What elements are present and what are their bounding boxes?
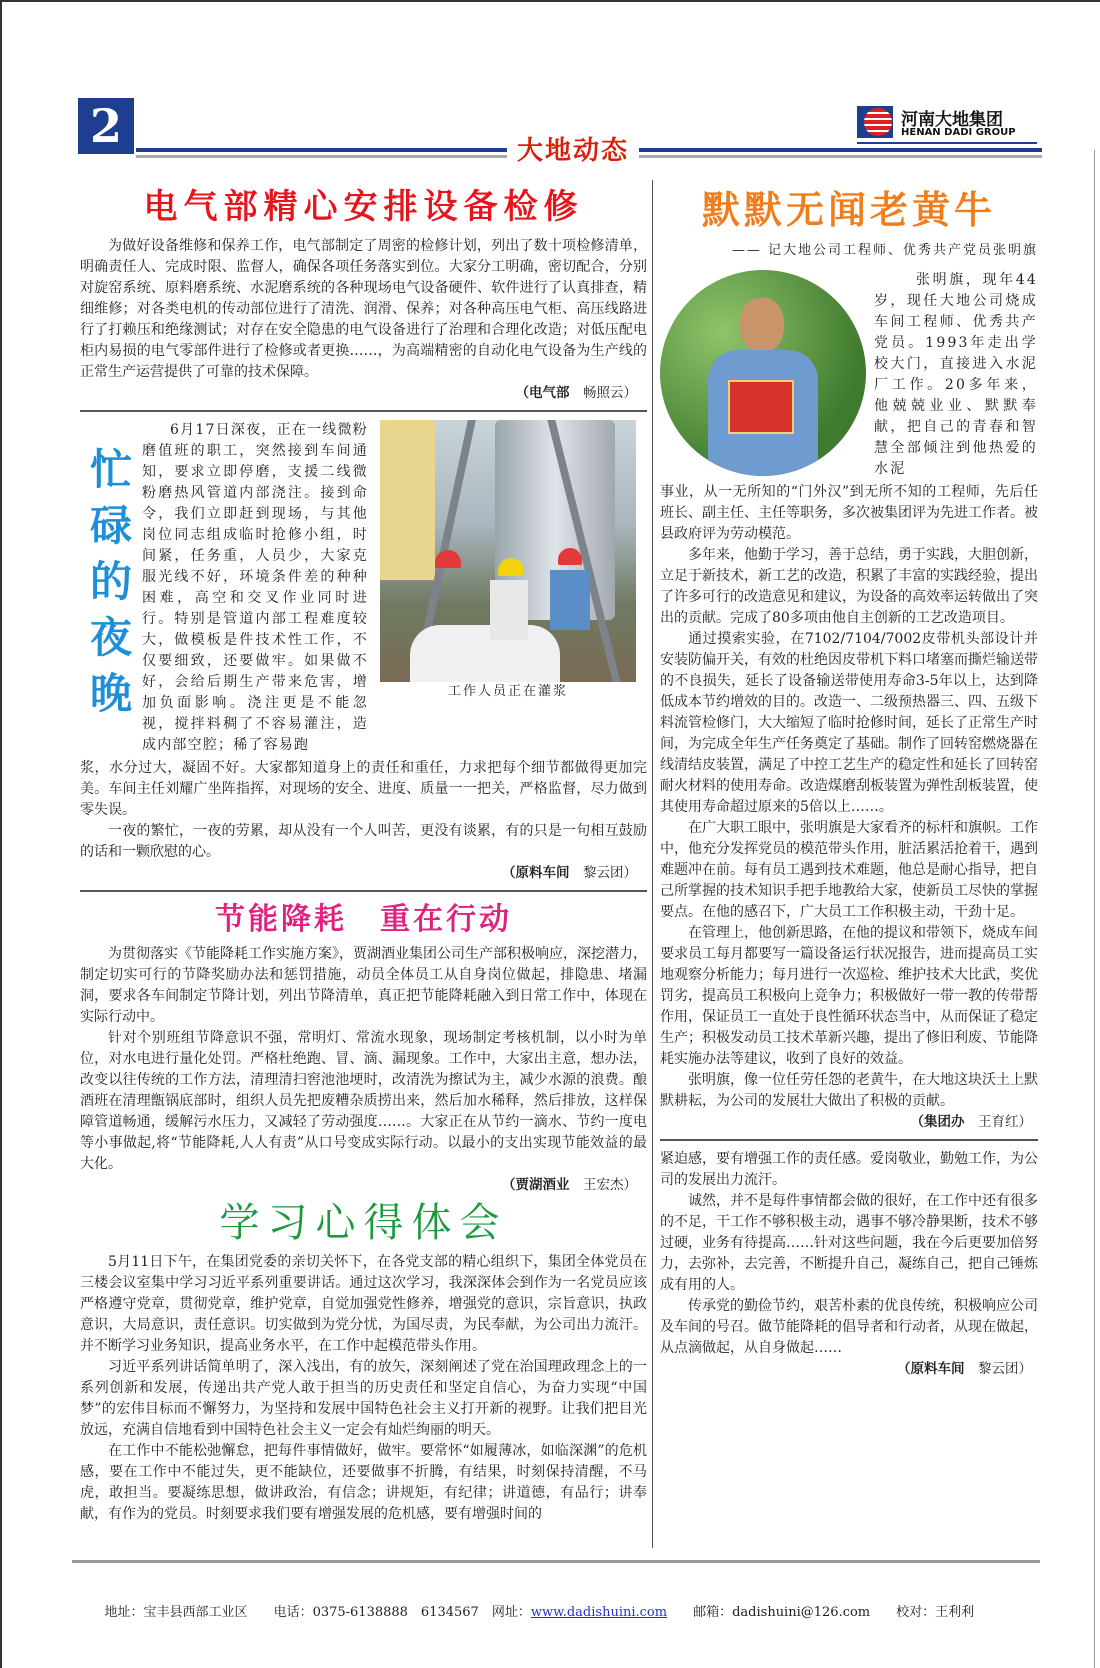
logo-text-en: HENAN DADI GROUP	[901, 127, 1016, 138]
vertical-article-title: 忙 碌 的 夜 晚	[89, 445, 132, 718]
article-body-narrow: 张明旗，现年44岁，现任大地公司烧成车间工程师、优秀共产党员。1993年走出学校大门，直接进入水泥厂工作。20多年来，他兢兢业业、默默奉献，把自己的青春和智慧全部倾注到他热爱的水泥	[874, 272, 1038, 477]
article-body: 浆，水分过大，凝固不好。大家都知道身上的责任和重任，力求把每个细节都做得更加完美。车间主任刘耀广坐阵指挥，对现场的安全、进度、质量一一把关，严格监督，尽力做到零失误。 一夜的繁忙，一夜的劳累，却从没有一个人叫苦，更没有谈累，有的只是一句相互鼓励的话和一颗欣慰的心。	[80, 760, 647, 860]
footer-rule	[72, 1560, 1040, 1563]
article-byline: （贾湖酒业 王宏杰）	[502, 1177, 637, 1193]
logo-text-cn: 河南大地集团	[901, 110, 1003, 130]
article-title: 默默无闻老黄牛	[701, 188, 996, 232]
footer-email: 邮箱：dadishuini@126.com	[693, 1605, 871, 1620]
article-byline: （集团办 王育红）	[910, 1114, 1032, 1130]
footer	[88, 1586, 974, 1635]
photo-block	[380, 420, 636, 702]
article-body-continued: 紧迫感，要有增强工作的责任感。爱岗敬业，勤勉工作，为公司的发展出力流汗。 诚然，并不是每件事情都会做的很好，在工作中还有很多的不足，干工作不够积极主动，遇事不够冷静果断，技术不够过硬，业务有待提高……针对这些问题，我在今后更要加倍努力，去弥补，去完善，不断提升自己，凝练自己，把自己锤炼成有用的人。 传承党的勤俭节约，艰苦朴素的优良传统，积极响应公司及车间的号召。做节能降耗的倡导者和行动者，从现在做起，从点滴做起，从自身做起……	[660, 1151, 1038, 1356]
footer-web-label: 网址：	[491, 1605, 531, 1620]
section-title: 大地动态	[507, 130, 639, 167]
page-number-badge: 2	[78, 98, 134, 154]
right-page-edge	[1094, 150, 1095, 1668]
article-body: 事业，从一无所知的“门外汉”到无所不知的工程师，先后任班长、副主任、主任等职务，多次被集团评为先进工作者。被县政府评为劳动模范。 多年来，他勤于学习，善于总结，勇于实践，大胆创新，立足于新技术，新工艺的改造，积累了丰富的实践经验，提出了许多可行的改造意见和建议，为设备的高效率运转做出了突出的贡献。完成了80多项由他自主创新的工艺改造项目。 通过摸索实验，在7102/7104/7002皮带机头部设计并安装防偏开关，有效的杜绝因皮带机下料口堵塞而撕烂输送带的不良损失，延长了设备输送带使用寿命3-5年以上，达到降低成本节约增效的目的。改造一、二级预热器三、四、五级下料流管检修门，大大缩短了临时抢修时间，延长了正常生产时间，为完成全年生产任务奠定了基础。制作了回转窑燃烧器在线清结皮装置，满足了中控工艺生产的稳定性和延长了回转窑耐火材料的使用寿命。改造煤磨刮板装置为弹性刮板装置，使其使用寿命超过原来的5倍以上……。 在广大职工眼中，张明旗是大家看齐的标杆和旗帜。工作中，他充分发挥党员的模范带头作用，脏活累活抢着干，遇到难题冲在前。每有员工遇到技术难题，他总是耐心指导，把自己所掌握的技术知识手把手地教给大家，使新员工尽快的掌握要点。在他的感召下，广大员工工作积极主动，干劲十足。 在管理上，他创新思路，在他的提议和带领下，烧成车间要求员工每月都要写一篇设备运行状况报告，进而提高员工实地观察分析能力；每月进行一次巡检、维护技术大比武，奖优罚劣，提高员工积极向上竞争力；积极做好一带一教的传带帮作用，保证员工一直处于良性循环状态当中，从而保证了稳定生产；积极发动员工技术革新兴趣，提出了修旧利废、节能降耗实施办法等建议，收到了良好的效益。 张明旗，像一位任劳任怨的老黄牛，在大地这块沃土上默默耕耘，为公司的发展壮大做出了积极的贡献。	[660, 484, 1038, 1109]
article-byline: （原料车间 黎云团）	[897, 1361, 1032, 1377]
article-title: 节能降耗 重在行动	[215, 902, 512, 937]
article-body: 5月11日下午，在集团党委的亲切关怀下，在各党支部的精心组织下，集团全体党员在三楼会议室集中学习习近平系列重要讲话。通过这次学习，我深深体会到作为一名党员应该严格遵守党章，贯彻党章，维护党章，自觉加强党性修养，增强党的意识，宗旨意识，执政意识，大局意识，责任意识。切实做到为党分忧，为国尽责，为民奉献，为公司出力流汗。并不断学习业务知识，提高业务水平，在工作中起模范带头作用。 习近平系列讲话简单明了，深入浅出，有的放矢，深刻阐述了党在治国理政理念上的一系列创新和发展，传递出共产党人敢于担当的历史责任和坚定自信心，为奋力实现“中国梦”的宏伟目标而不懈努力，为坚持和发展中国特色社会主义打开新的视野。让我们把目光放远，充满自信地看到中国特色社会主义一定会有灿烂绚丽的明天。 在工作中不能松弛懈怠，把每件事情做好，做牢。要常怀“如履薄冰，如临深渊”的危机感，要在工作中不能过失，更不能缺位，还要做事不折腾，有结果，时刻保持清醒，不马虎，敢担当。要凝练思想，做讲政治，有信念；讲规矩，有纪律；讲道德，有品行；讲奉献，有作为的党员。时刻要求我们要有增强发展的危机感，要有增强时间的	[80, 1254, 647, 1522]
divider	[80, 890, 647, 892]
article-title: 学习心得体会	[219, 1200, 508, 1246]
footer-proofreader: 校对：王利利	[896, 1605, 975, 1620]
workers-grouting-photo	[380, 420, 636, 682]
right-column	[660, 184, 1038, 1380]
article-body: 为做好设备维修和保养工作，电气部制定了周密的检修计划，列出了数十项检修清单，明确责任人、完成时限、监督人，确保各项任务落实到位。大家分工明确，密切配合，分别对旋窑系统、原料磨系统、水泥磨系统的各种现场电气设备硬件、软件进行了认真排查，精细维修；对各类电机的传动部位进行了清洗、润滑、保养；对各种高压电气柜、高压线路进行了打赖压和绝缘测试；对存在安全隐患的电气设备进行了治理和合理化改造；对低压配电柜内易损的电气零部件进行了检修或者更换……，为高端精密的自动化电气设备为生产线的正常生产运营提供了可靠的技术保障。	[80, 238, 647, 380]
article-title: 电气部精心安排设备检修	[143, 187, 584, 227]
website-link[interactable]: www.dadishuini.com	[530, 1605, 668, 1620]
article-body-narrow: 6月17日深夜，正在一线微粉磨值班的职工，突然接到车间通知，要求立即停磨，支援二线微粉磨热风管道内部浇注。接到命令，我们立即赶到现场，与其他岗位同志组成临时抢修小组，时间紧，任务重，人员少，大家克服光线不好，环境条件差的种种困难，高空和交叉作业同时进行。特别是管道内部工程难度较大，做模板是件技术性工作，不仅要细致，还要做牢。如果做不好，会给后期生产带来危害，增加负面影响。浇注更是不能忽视，搅拌料稠了不容易灌注，造成内部空腔；稀了容易跑	[142, 422, 368, 753]
divider	[660, 1139, 1038, 1141]
article-body: 为贯彻落实《节能降耗工作实施方案》，贾湖酒业集团公司生产部积极响应，深挖潜力，制定切实可行的节降奖励办法和惩罚措施，动员全体员工从自身岗位做起，排隐患、堵漏洞，要求各车间制定节降计划，列出节降清单，真正把节能降耗融入到日常工作中，体现在实际行动中。 针对个别班组节降意识不强，常明灯、常流水现象，现场制定考核机制，以小时为单位，对水电进行量化处罚。严格杜绝跑、冒、滴、漏现象。工作中，大家出主意，想办法，改变以往传统的工作方法，清理清扫窖池池埂时，改清洗为擦试为主，减少水源的浪费。酿酒班在清理甑锅底部时，组织人员先把废糟杂质捞出来，然后加水稀释，然后排放，这样保障管道畅通，缓解污水压力，又减轻了劳动强度……。大家正在从节约一滴水、节约一度电等小事做起,将“节能降耗,人人有责”从口号变成实际行动。以最小的支出实现节能效益的最大化。	[80, 946, 647, 1172]
portrait-photo	[660, 270, 866, 476]
article2-top	[80, 420, 647, 756]
globe-logo-icon	[857, 106, 893, 138]
article5-top	[660, 270, 1038, 480]
footer-phone: 电话：0375-6138888 6134567	[273, 1605, 479, 1620]
footer-address: 地址：宝丰县西部工业区	[104, 1605, 248, 1620]
article-byline: （电气部 畅照云）	[515, 385, 637, 401]
article-byline: （原料车间 黎云团）	[502, 865, 637, 881]
left-column	[80, 184, 647, 1525]
article-subtitle: —— 记大地公司工程师、优秀共产党员张明旗	[731, 243, 1038, 258]
column-divider	[652, 180, 653, 1548]
divider	[80, 410, 647, 412]
company-logo	[857, 106, 1037, 144]
photo-caption: 工作人员正在灌浆	[447, 684, 568, 699]
